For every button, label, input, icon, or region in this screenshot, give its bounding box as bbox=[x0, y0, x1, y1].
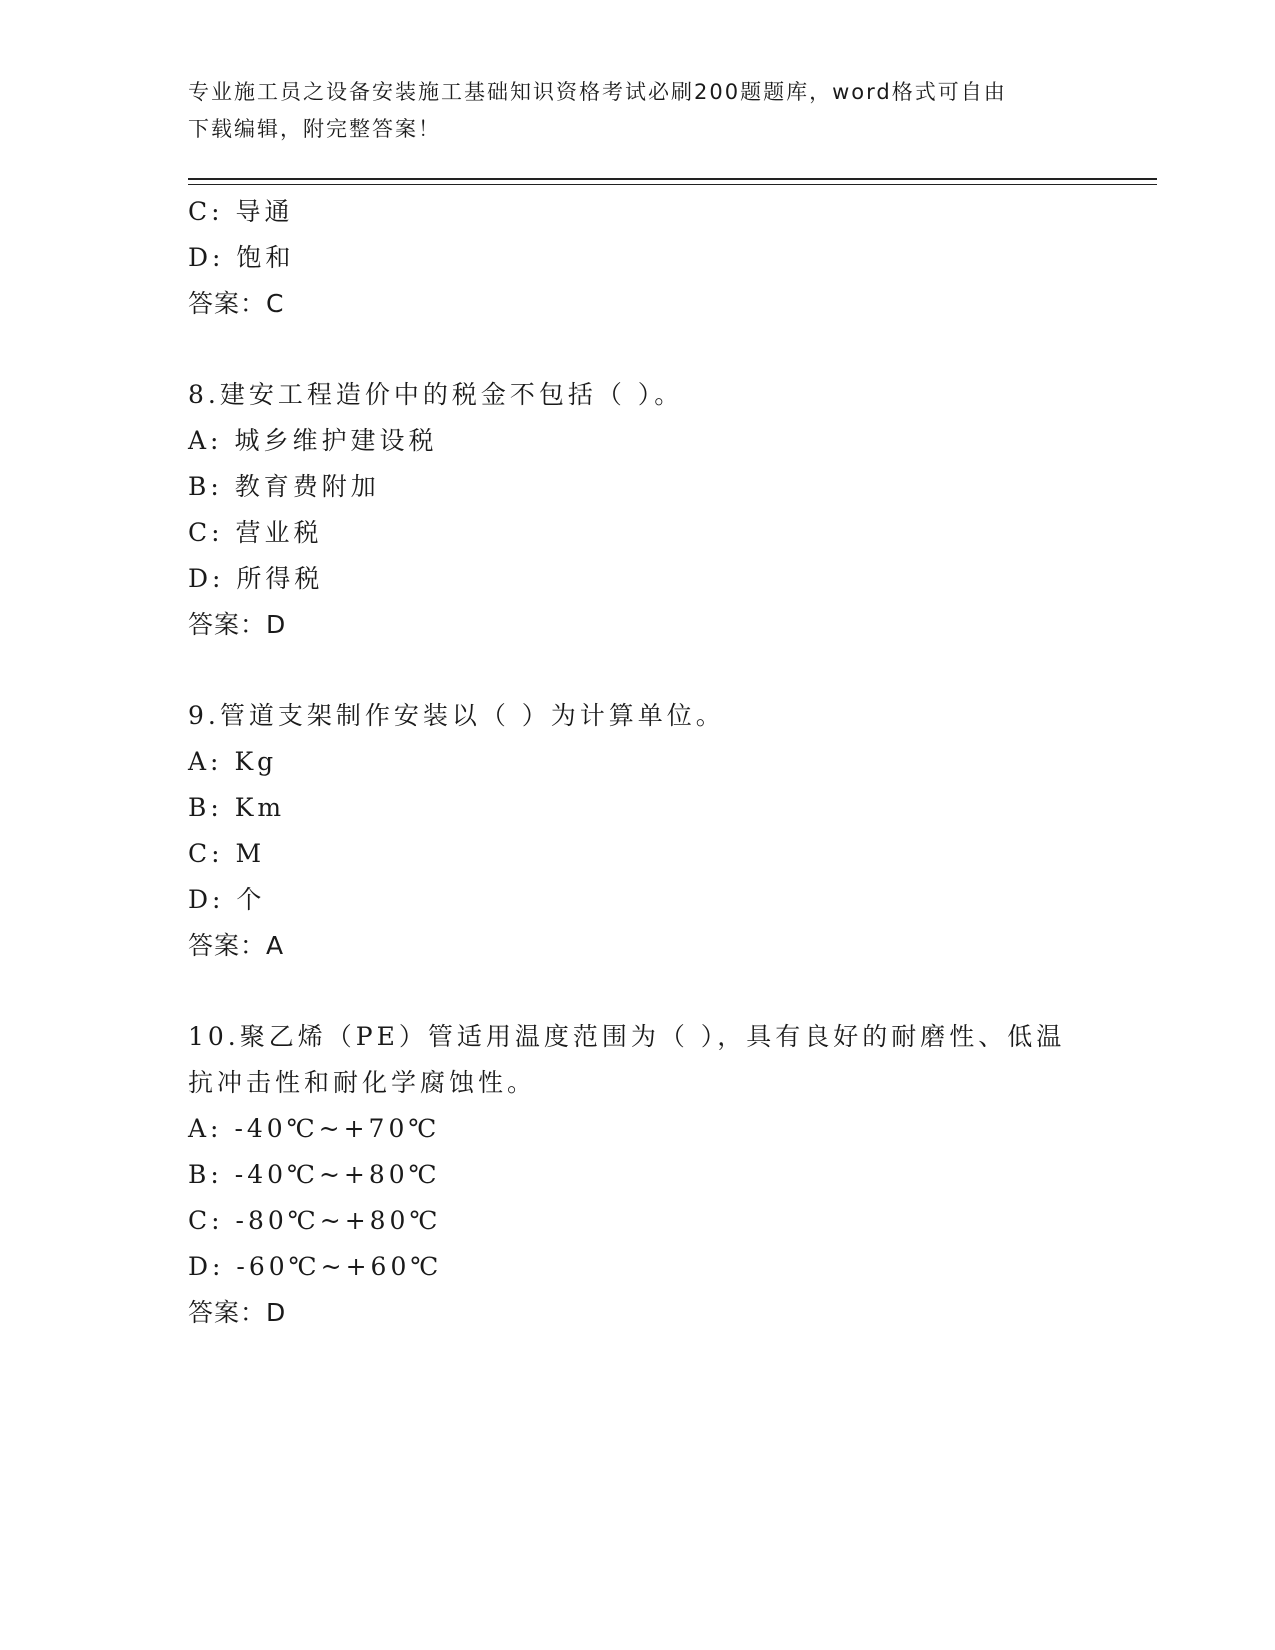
option-text: Km bbox=[234, 793, 286, 822]
option-text: 营业税 bbox=[235, 518, 323, 547]
option-text: -80℃~+80℃ bbox=[235, 1206, 442, 1235]
option-d bbox=[188, 877, 1088, 923]
question-gap bbox=[188, 969, 1088, 1014]
option-d bbox=[188, 1244, 1088, 1290]
option-a bbox=[188, 739, 1088, 785]
option-c bbox=[188, 1198, 1088, 1244]
option-b bbox=[188, 1152, 1088, 1198]
option-label: A: bbox=[188, 426, 223, 455]
option-label: B: bbox=[188, 793, 223, 822]
question-stem-line-2: 抗冲击性和耐化学腐蚀性。 bbox=[188, 1068, 537, 1097]
option-label: D: bbox=[188, 243, 225, 272]
option-label: B: bbox=[188, 1160, 223, 1189]
question-7-tail bbox=[188, 189, 1088, 327]
option-label: C: bbox=[188, 839, 224, 868]
option-label: D: bbox=[188, 885, 225, 914]
header-divider-thin bbox=[188, 184, 1157, 185]
option-text: -40℃~+80℃ bbox=[234, 1160, 441, 1189]
option-text: Kg bbox=[234, 747, 278, 776]
option-a bbox=[188, 418, 1088, 464]
option-b bbox=[188, 464, 1088, 510]
option-text: 城乡维护建设税 bbox=[234, 426, 438, 455]
option-label: D: bbox=[188, 1252, 225, 1281]
answer-line: 答案：A bbox=[188, 931, 285, 960]
option-text: 饱和 bbox=[236, 243, 295, 272]
option-a bbox=[188, 1106, 1088, 1152]
header-title-line-2: 下载编辑，附完整答案！ bbox=[188, 117, 441, 141]
question-stem: 9.管道支架制作安装以（ ）为计算单位。 bbox=[188, 701, 725, 730]
question-10 bbox=[188, 1014, 1088, 1336]
option-text: -60℃~+60℃ bbox=[236, 1252, 443, 1281]
answer-line: 答案：D bbox=[188, 610, 287, 639]
question-list bbox=[188, 189, 1088, 1336]
question-stem: 8.建安工程造价中的税金不包括（ ）。 bbox=[188, 380, 684, 409]
option-text: 教育费附加 bbox=[234, 472, 380, 501]
option-label: A: bbox=[188, 1114, 223, 1143]
option-c bbox=[188, 831, 1088, 877]
question-9 bbox=[188, 693, 1088, 969]
option-label: B: bbox=[188, 472, 223, 501]
option-text: 导通 bbox=[235, 197, 294, 226]
option-c bbox=[188, 189, 1088, 235]
option-d bbox=[188, 556, 1088, 602]
option-text: -40℃~+70℃ bbox=[234, 1114, 441, 1143]
question-gap bbox=[188, 648, 1088, 693]
option-c bbox=[188, 510, 1088, 556]
option-text: 个 bbox=[236, 885, 266, 914]
option-label: A: bbox=[188, 747, 223, 776]
header-divider-thick bbox=[188, 178, 1157, 180]
option-label: C: bbox=[188, 197, 224, 226]
question-stem-line-1: 10.聚乙烯（PE）管适用温度范围为（ ），具有良好的耐磨性、低温 bbox=[188, 1022, 1066, 1051]
question-gap bbox=[188, 327, 1088, 372]
header-title-line-1: 专业施工员之设备安装施工基础知识资格考试必刷200题题库，word格式可自由 bbox=[188, 80, 1007, 104]
answer-line: 答案：D bbox=[188, 1298, 287, 1327]
option-b bbox=[188, 785, 1088, 831]
option-text: M bbox=[235, 839, 266, 868]
option-text: 所得税 bbox=[236, 564, 324, 593]
option-label: C: bbox=[188, 1206, 224, 1235]
document-header bbox=[188, 74, 1088, 148]
option-label: D: bbox=[188, 564, 225, 593]
answer-line: 答案：C bbox=[188, 289, 285, 318]
question-8 bbox=[188, 372, 1088, 648]
option-label: C: bbox=[188, 518, 224, 547]
option-d bbox=[188, 235, 1088, 281]
